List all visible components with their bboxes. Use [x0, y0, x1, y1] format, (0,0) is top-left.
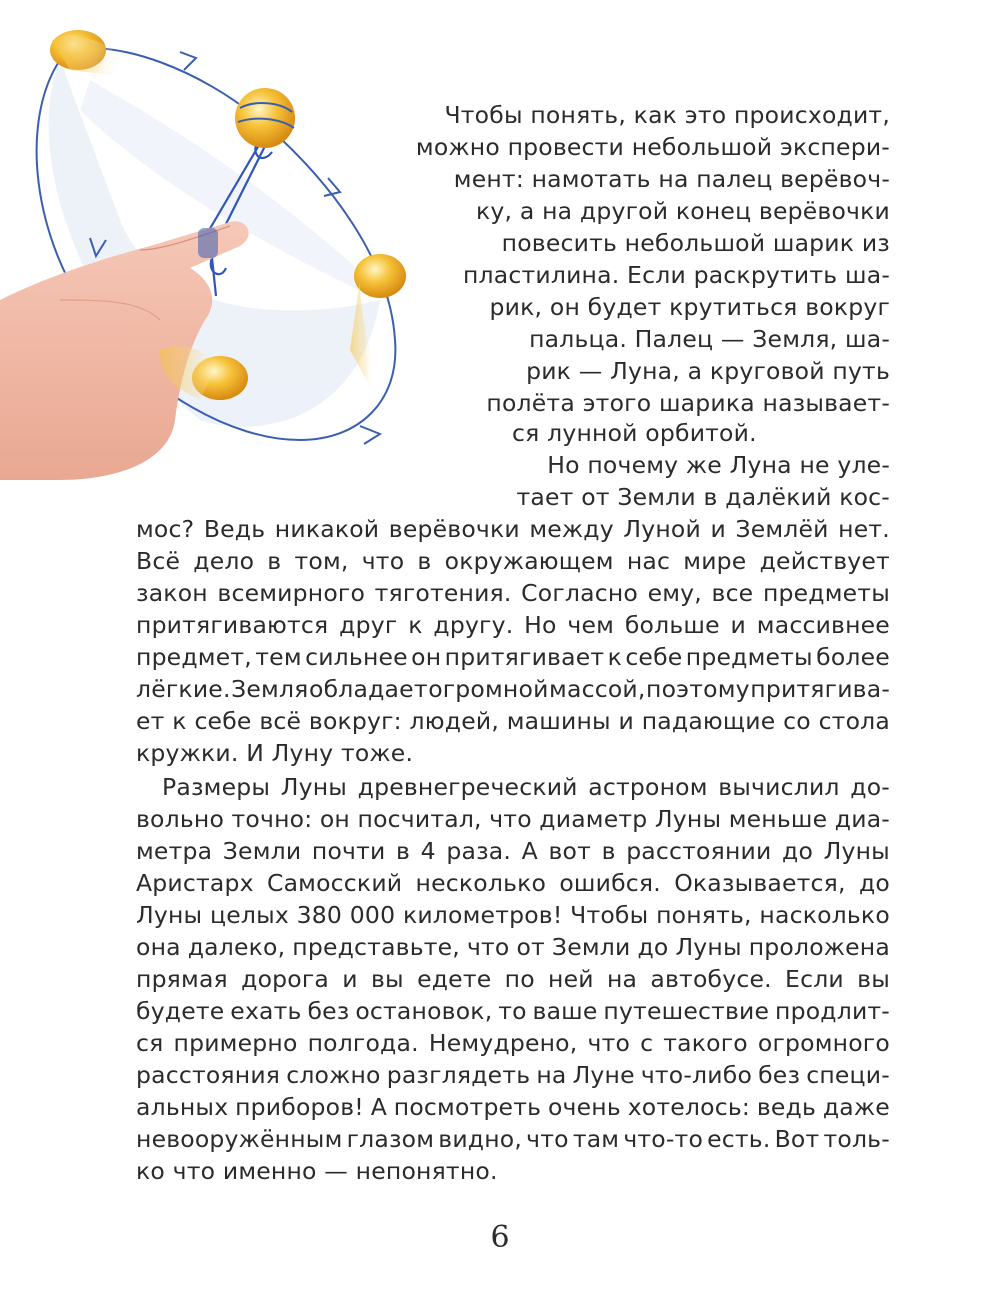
text-line: притягиваются друг к другу. Но чем больше и массивнее	[136, 611, 890, 639]
text-line: Луны целых 380 000 километров! Чтобы понять, насколько	[136, 901, 890, 929]
text-line: тает от Земли в далёкий кос-	[516, 483, 890, 511]
text-line: невооружённым глазом видно, что там что-то есть. Вот толь-	[136, 1125, 890, 1153]
text-line: альных приборов! А посмотреть очень хотелось: ведь даже	[136, 1093, 890, 1121]
text-line: вольно точно: он посчитал, что диаметр Луны меньше диа-	[136, 805, 890, 833]
text-line: Размеры Луны древнегреческий астроном вычислил до-	[162, 773, 890, 801]
text-line: рик, он будет крутиться вокруг	[489, 293, 890, 321]
text-line: мос? Ведь никакой верёвочки между Луной и Землёй нет.	[136, 515, 890, 543]
text-line: можно провести небольшой экспери-	[415, 133, 890, 161]
text-line: пальца. Палец — Земля, ша-	[529, 325, 890, 353]
page-number: 6	[490, 1220, 510, 1255]
orbit-experiment-illustration	[0, 0, 440, 480]
text-line: Всё дело в том, что в окружающем нас мире действует	[136, 547, 890, 575]
text-line: кружки. И Луну тоже.	[136, 739, 414, 767]
text-line: ся лунной орбитой.	[512, 419, 757, 447]
text-line: прямая дорога и вы едете по ней на автобусе. Если вы	[136, 965, 890, 993]
text-line: ко что именно — непонятно.	[136, 1157, 498, 1185]
text-line: предмет, тем сильнее он притягивает к себе предметы более	[136, 643, 890, 671]
text-line: повесить небольшой шарик из	[501, 229, 890, 257]
text-line: ет к себе всё вокруг: людей, машины и падающие со стола	[136, 707, 890, 735]
text-line: рик — Луна, а круговой путь	[526, 357, 890, 385]
text-line: Аристарх Самосский несколько ошибся. Оказывается, до	[136, 869, 890, 897]
text-line: закон всемирного тяготения. Согласно ему, все предметы	[136, 579, 890, 607]
text-line: метра Земли почти в 4 раза. А вот в расстоянии до Луны	[136, 837, 890, 865]
text-line: лёгкие. Земля обладает огромной массой, поэтому притягива-	[136, 675, 890, 703]
text-line: полёта этого шарика называет-	[486, 389, 890, 417]
text-line: Но почему же Луна не уле-	[547, 451, 890, 479]
text-line: расстояния сложно разглядеть на Луне что-либо без специ-	[136, 1061, 890, 1089]
text-line: мент: намотать на палец верёвоч-	[453, 165, 890, 193]
text-line: Чтобы понять, как это происходит,	[444, 101, 890, 129]
text-line: будете ехать без остановок, то ваше путешествие продлит-	[136, 997, 890, 1025]
text-line: ся примерно полгода. Немудрено, что с такого огромного	[136, 1029, 890, 1057]
ball-blur-right	[350, 254, 406, 390]
text-line: она далеко, представьте, что от Земли до Луны проложена	[136, 933, 890, 961]
text-line: пластилина. Если раскрутить ша-	[462, 261, 890, 289]
text-line: ку, а на другой конец верёвочки	[475, 197, 890, 225]
ball-icon	[235, 88, 295, 148]
